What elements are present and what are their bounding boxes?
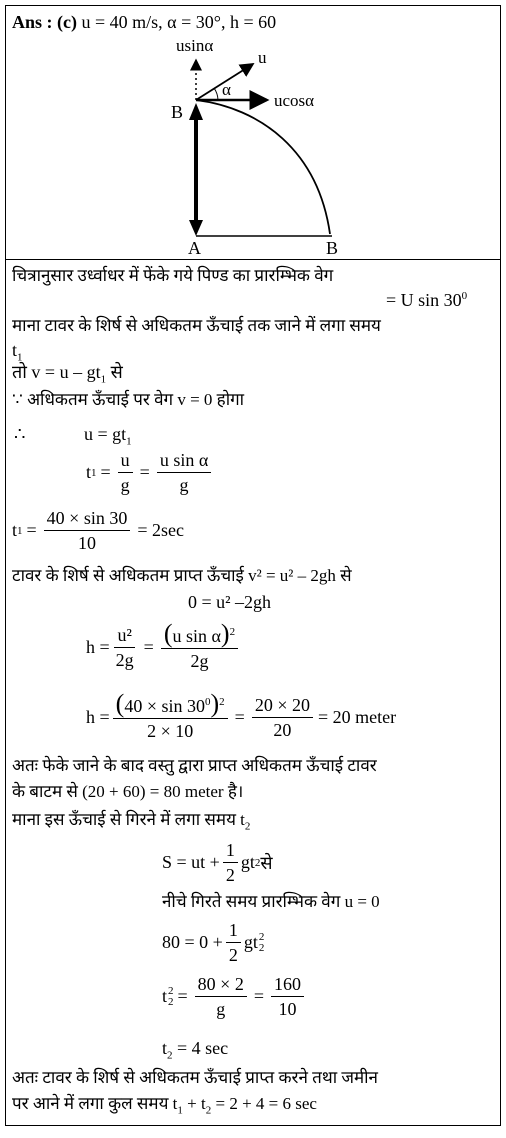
frac-num: u² (114, 625, 134, 648)
frac-den: 2g (190, 651, 209, 671)
eq-80-sub: 2 (258, 941, 265, 954)
frac-num: 160 (271, 974, 304, 997)
eq-t2sq-scripts (168, 986, 174, 1008)
v-eq-a: तो v = u – gt (12, 362, 101, 382)
frac-num: u (118, 450, 133, 473)
eq-80-b: gt (243, 932, 258, 952)
eq-80 (162, 920, 264, 965)
line-therefore (14, 424, 25, 444)
frac-num: 40 × sin 30 (44, 508, 131, 531)
line-fall-time (12, 810, 251, 833)
eq-sign: = (253, 986, 264, 1006)
label-usin: usinα (176, 36, 214, 55)
eq-sign: = (234, 707, 245, 727)
eq-s-a: S = ut + (162, 852, 220, 872)
alpha-arc (214, 88, 218, 100)
eq-sign: = (100, 462, 111, 482)
given-values: u = 40 m/s, α = 30°, h = 60 (81, 12, 277, 32)
line-zero-eq: 0 = u² –2gh (188, 592, 272, 612)
paren-sup: 2 (219, 696, 225, 708)
eq-80-a: 80 = 0 + (162, 932, 223, 952)
eq-t2-lhs: t (162, 1038, 168, 1058)
eq-t1-fraction: t 1 = $\frac{u}{g}$ = $\frac{\text{u sin α}}{g}$ (86, 450, 214, 495)
frac-20x20-20 (252, 695, 313, 740)
eq-s-b: gt (240, 852, 255, 872)
line-initial-velocity-value (386, 290, 467, 310)
eq-h-lhs: h = (86, 637, 110, 657)
frac-num: u sin α (157, 450, 211, 473)
fall-time-text: माना इस ऊँचाई से गिरने में लगा समय t (12, 810, 245, 829)
frac-num: $(40 \times \sin 30^0)^2$ (113, 694, 228, 719)
frac-den: 2 × 10 (147, 721, 194, 741)
eq-t1b-result: = 2sec (137, 520, 184, 540)
frac-den: 2g (115, 650, 134, 670)
projectile-figure (0, 0, 506, 260)
frac-u2-2g (113, 625, 137, 670)
label-u: u (258, 48, 267, 67)
vel-prefix: = U sin 30 (386, 290, 462, 310)
eq-80-scripts (259, 932, 265, 954)
eq-80-sup: 2 (258, 930, 265, 943)
frac-den: 2 (228, 945, 238, 965)
line-atah-2: के बाटम से (20 + 60) = 80 meter है। (12, 782, 244, 801)
answer-label: Ans : (c) (12, 12, 77, 32)
frac-usin-g (157, 450, 211, 495)
line-atah-1: अतः फेके जाने के बाद वस्तु द्वारा प्राप्त अधिकतम ऊँचाई टावर (12, 756, 377, 775)
frac-num: 1 (226, 920, 241, 943)
line-t1 (12, 340, 23, 364)
eq-s: S = ut + $\frac{1}{2}$ gt 2 से (162, 840, 273, 885)
frac-den: 10 (278, 999, 297, 1019)
frac-half-2 (226, 920, 241, 965)
frac-40sin30-10 (44, 508, 131, 553)
line-initial-velocity: चित्रानुसार उर्ध्वाधर में फेंके गये पिण्ड का प्रारम्भिक वेग (12, 266, 334, 285)
frac-usin2-2g (161, 619, 238, 671)
eq-t2-squared (162, 974, 307, 1019)
frac-den: g (120, 475, 130, 495)
final-b: + t (182, 1094, 206, 1113)
paren-content: u sin α (172, 626, 221, 646)
tower-arrow-top (189, 103, 203, 120)
eq-t2-value (162, 1038, 229, 1062)
eq-t1-value: t 1 = $\frac{40 \times \sin 30}{10}$ = 2sec (12, 508, 184, 553)
eq-h2-result: = 20 meter (317, 707, 397, 727)
eq-t2sq-sup: 2 (168, 984, 174, 997)
eq-t1-lhs: t (86, 462, 92, 482)
frac-160-10 (271, 974, 304, 1019)
frac-den: 10 (78, 533, 96, 553)
tower-arrow-bottom (189, 220, 203, 236)
line-final-1: अतः टावर के शिर्ष से अधिकतम ऊँचाई प्राप्त करने तथा जमीन (12, 1068, 378, 1087)
frac-den: g (179, 475, 189, 495)
final-sub2: 2 (205, 1104, 212, 1117)
frac-half (223, 840, 238, 885)
label-alpha: α (222, 80, 231, 99)
u-gt1-eq: u = gt (84, 424, 127, 444)
label-B-top: B (171, 102, 184, 122)
label-B-bottom: B (326, 238, 339, 258)
label-ucos: ucosα (274, 91, 315, 110)
fall-time-sub: 2 (244, 820, 251, 833)
eq-sign: = (139, 462, 150, 482)
frac-80x2-g (195, 974, 247, 1019)
eq-t2sq-sub: 2 (168, 995, 174, 1008)
label-A: A (188, 238, 201, 258)
frac-den: 20 (273, 720, 292, 740)
line-max-height-time: माना टावर के शिर्ष से अधिकतम ऊँचाई तक जाने में लगा समय (12, 316, 381, 335)
frac-den: 2 (225, 865, 235, 885)
v-eq-b: से (106, 362, 123, 382)
eq-t2sq-lhs: t (162, 986, 168, 1006)
eq-sign: = (143, 637, 154, 657)
eq-t2-result: = 4 sec (172, 1038, 229, 1058)
line-v-equation (12, 362, 123, 386)
final-sub1: 1 (177, 1104, 183, 1117)
line-u-gt1 (84, 424, 132, 448)
line-final-2 (12, 1094, 317, 1117)
eq-t1b-lhs: t (12, 520, 18, 540)
final-a: पर आने में लगा कुल समय t (12, 1094, 178, 1113)
eq-h-general (86, 619, 241, 671)
t1-sub: 1 (17, 351, 23, 364)
deg-sup: 0 (205, 696, 211, 708)
paren-content: 40 × sin 30 (124, 696, 205, 716)
eq-h2-lhs: h = (86, 707, 110, 727)
frac-num: (u sin α)$^2$ (161, 624, 238, 649)
paren-sup: 2 (229, 626, 236, 638)
v-eq-sub: 1 (100, 373, 107, 386)
u-gt1-sub: 1 (126, 435, 132, 448)
frac-40sin30sq (113, 689, 228, 741)
line-velocity-zero: ∵ अधिकतम ऊँचाई पर वेग v = 0 होगा (12, 390, 245, 409)
frac-num: 1 (223, 840, 238, 863)
frac-num: 20 × 20 (252, 695, 313, 718)
eq-sign: = (26, 520, 37, 540)
eq-sign: = (177, 986, 188, 1006)
frac-num: 80 × 2 (195, 974, 247, 997)
frac-u-g (118, 450, 133, 495)
line-initial-zero: नीचे गिरते समय प्रारम्भिक वेग u = 0 (162, 892, 380, 911)
line-tower-height: टावर के शिर्ष से अधिकतम प्राप्त ऊँचाई v² = u² – 2gh से (12, 566, 352, 585)
therefore-symbol: ∴ (14, 424, 26, 444)
vel-sup: 0 (461, 290, 468, 302)
trajectory-curve (196, 100, 330, 234)
eq-s-c: से (260, 852, 273, 873)
frac-den: g (216, 999, 226, 1019)
t1-symbol: t (12, 340, 18, 360)
final-c: = 2 + 4 = 6 sec (211, 1094, 317, 1113)
eq-t2-sub: 2 (167, 1049, 173, 1062)
eq-h-value (86, 689, 397, 741)
